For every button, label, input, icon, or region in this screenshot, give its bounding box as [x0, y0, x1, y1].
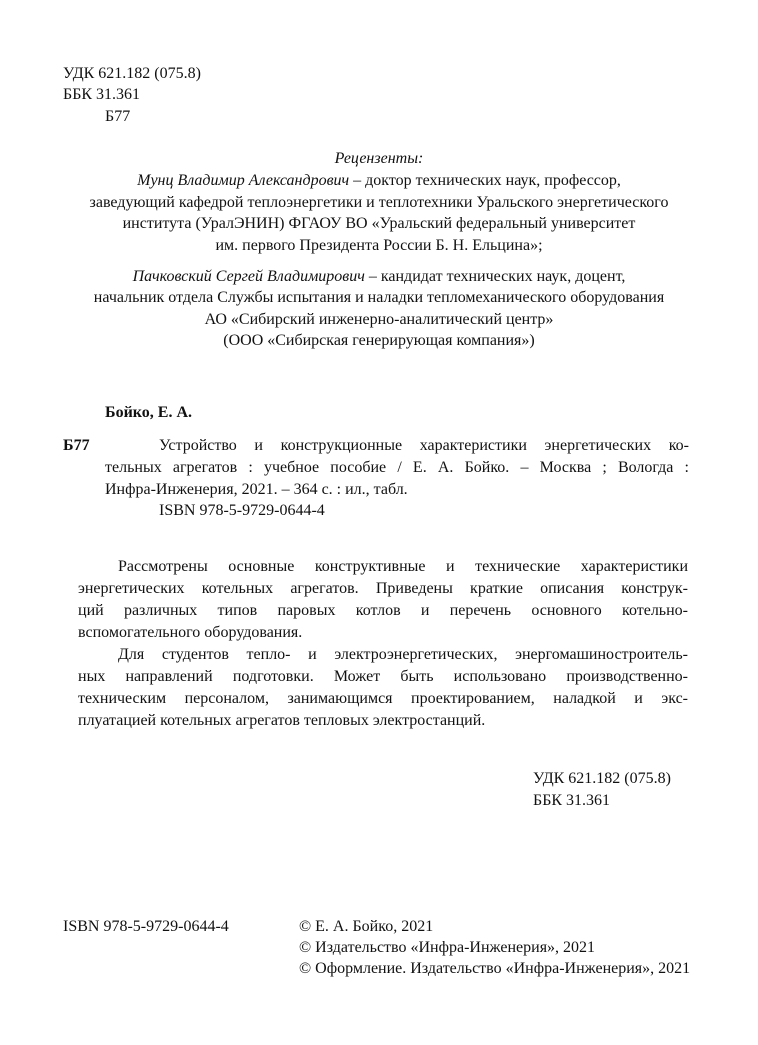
copyright-publisher: © Издательство «Инфра-Инженерия», 2021 [299, 939, 596, 956]
bib-author: Бойко, Е. А. [105, 404, 193, 421]
bib-mark: Б77 [63, 437, 90, 454]
abstract-p2-line-4: плуатацией котельных агрегатов тепловых электростанций. [78, 712, 486, 729]
abstract-p1-line-3: ций различных типов паровых котлов и перечень основного котельно- [78, 602, 688, 619]
bib-line-1: Устройство и конструкционные характеристики энергетических ко- [159, 437, 689, 454]
abstract-p2-line-3: техническим персоналом, занимающимся проектированием, наладкой и экс- [78, 690, 688, 707]
reviewer-1-line-3: института (УралЭНИН) ФГАОУ ВО «Уральский федеральный университет [122, 215, 636, 232]
copyright-author: © Е. А. Бойко, 2021 [299, 918, 434, 935]
reviewer-2-line-4: (ООО «Сибирская генерирующая компания») [223, 332, 535, 349]
udk-code: УДК 621.182 (075.8) [63, 65, 201, 82]
author-mark: Б77 [105, 108, 131, 125]
abstract [78, 556, 688, 732]
abstract-p1-line-4: вспомогательного оборудования. [78, 624, 303, 641]
bib-line-2-wrap [105, 457, 689, 479]
bib-line-3: Инфра-Инженерия, 2021. – 364 с. : ил., табл. [105, 481, 408, 498]
bib-line-1-wrap [159, 435, 689, 457]
abstract-p1-line-2: энергетических котельных агрегатов. Приведены краткие описания конструк- [78, 580, 688, 597]
footer-bbk-code: ББК 31.361 [533, 792, 611, 809]
reviewer-1-degree: – доктор технических наук, профессор, [349, 172, 621, 189]
copyright-design: © Оформление. Издательство «Инфра-Инженерия», 2021 [299, 960, 691, 977]
footer-udk-code: УДК 621.182 (075.8) [533, 770, 671, 787]
reviewer-2-line-2: начальник отдела Службы испытания и наладки тепломеханического оборудования [93, 289, 665, 306]
reviewer-1-line-4: им. первого Президента России Б. Н. Ельцина»; [215, 237, 543, 254]
abstract-p1-line-1: Рассмотрены основные конструктивные и технические характеристики [118, 558, 688, 575]
abstract-p2-line-1: Для студентов тепло- и электроэнергетических, энергомашиностроитель- [118, 646, 688, 663]
bib-isbn: ISBN 978-5-9729-0644-4 [159, 502, 325, 519]
reviewer-2-line-1 [0, 266, 758, 287]
reviewer-1-line-2: заведующий кафедрой теплоэнергетики и теплотехники Уральского энергетического [89, 194, 669, 211]
reviewer-2-name: Пачковский Сергей Владимирович [132, 268, 365, 285]
reviewer-1-line-1 [0, 170, 758, 191]
reviewer-1-name: Мунц Владимир Александрович [137, 172, 350, 189]
imprint-isbn: ISBN 978-5-9729-0644-4 [63, 918, 229, 935]
abstract-p2-line-2: ных направлений подготовки. Может быть использовано производственно- [78, 668, 688, 685]
reviewer-2-line-3: АО «Сибирский инженерно-аналитический центр» [204, 311, 554, 328]
bib-line-2: тельных агрегатов : учебное пособие / Е. А. Бойко. – Москва ; Вологда : [105, 459, 689, 476]
reviewers-title: Рецензенты: [334, 150, 424, 167]
bbk-code: ББК 31.361 [63, 86, 141, 103]
reviewer-2-degree: – кандидат технических наук, доцент, [364, 268, 626, 285]
